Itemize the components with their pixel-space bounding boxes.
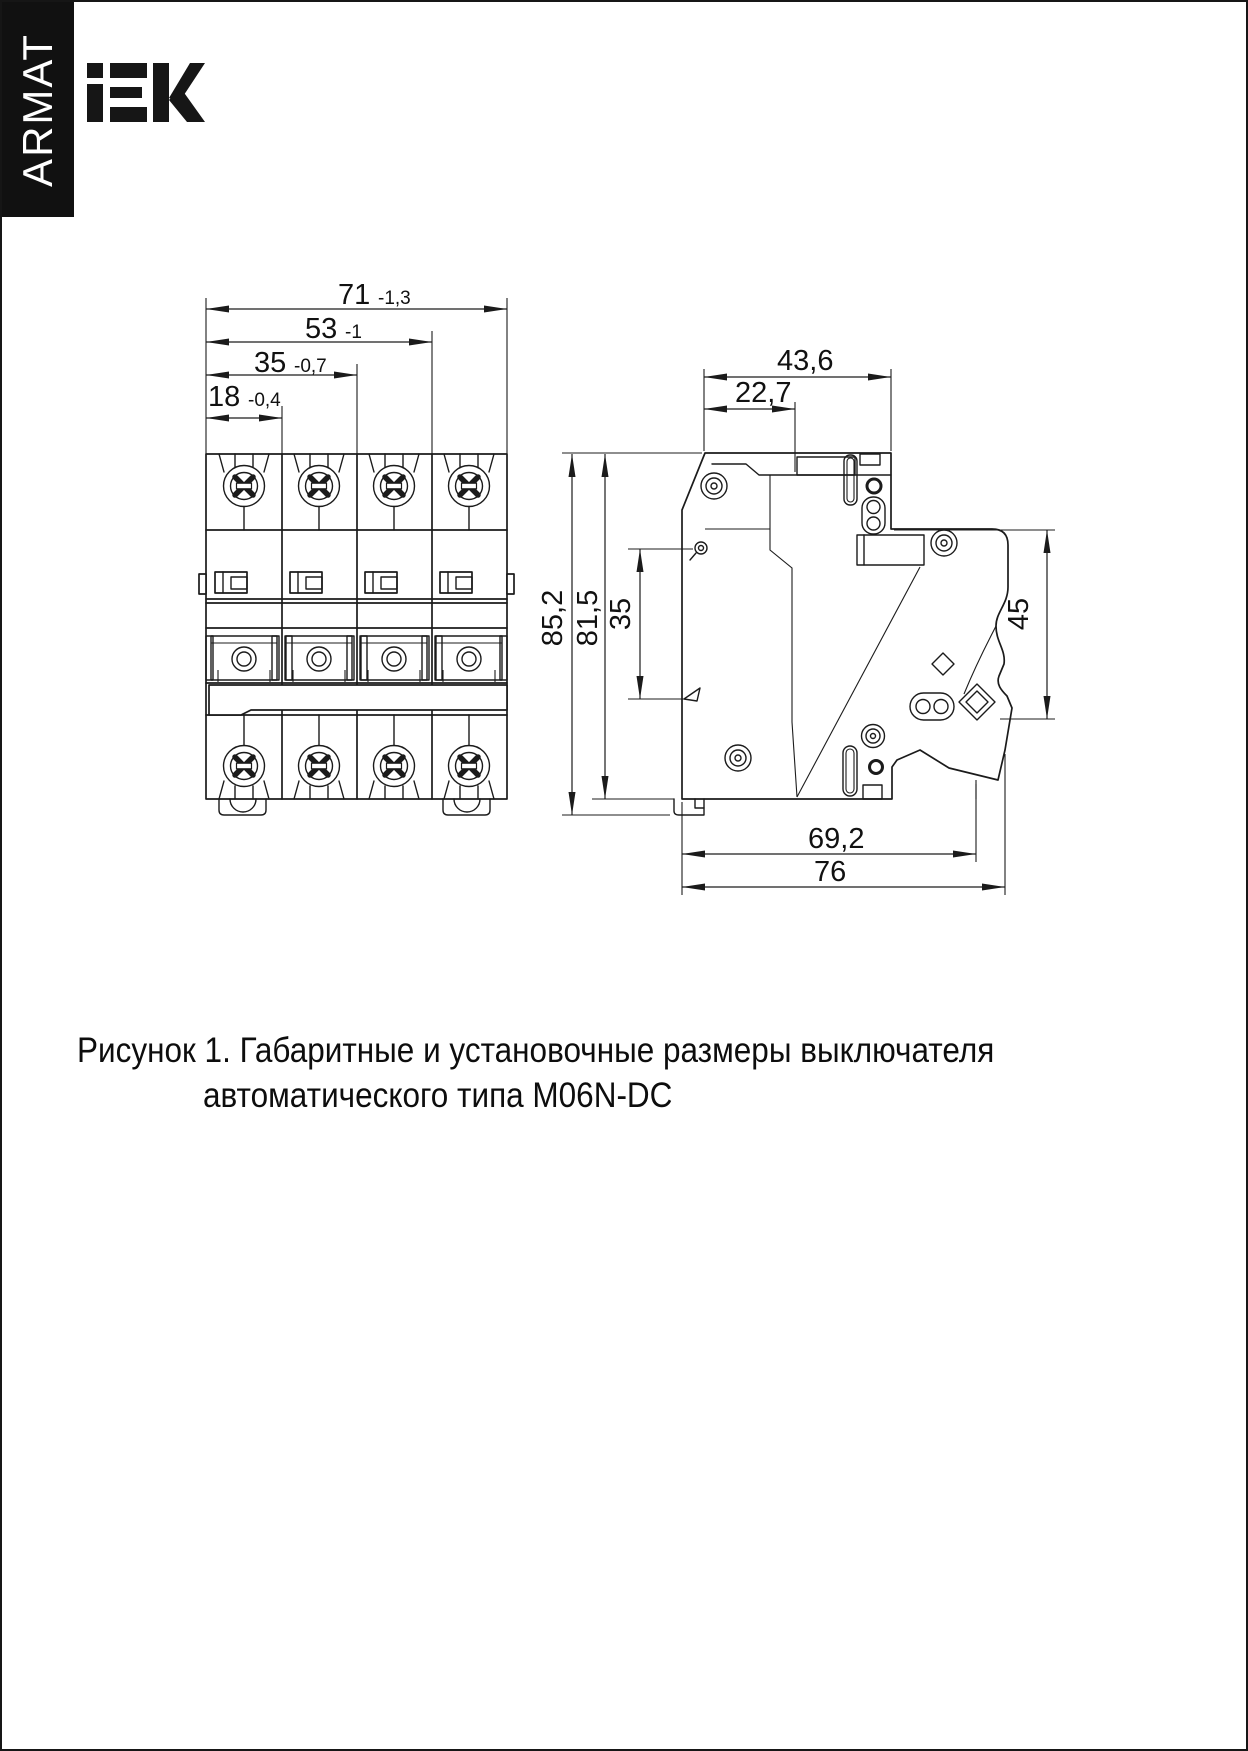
- figure-caption: [77, 1028, 994, 1118]
- armat-banner-label: ARMAT: [14, 32, 61, 187]
- side-view: [674, 453, 1012, 815]
- front-view: [199, 454, 514, 815]
- dim-71-tolerance: -1,3: [378, 288, 411, 309]
- dim-53-tolerance: -1: [345, 322, 362, 343]
- dim-43-6-label: 43,6: [777, 345, 834, 377]
- dim-71-label: 71: [338, 279, 371, 311]
- technical-drawing: [2, 2, 1248, 1751]
- dim-35-tolerance: -0,7: [294, 356, 327, 377]
- dim-85-2-label: 85,2: [537, 589, 569, 647]
- dim-45-label: 45: [1003, 597, 1035, 631]
- dim-18-label: 18: [208, 381, 241, 413]
- figure-caption-line2: автоматического типа M06N-DC: [203, 1076, 673, 1115]
- front-view-dimensions: [206, 279, 507, 454]
- dim-76-label: 76: [814, 856, 847, 888]
- dim-81-5-label: 81,5: [572, 589, 604, 647]
- dim-53-label: 53: [305, 313, 338, 345]
- figure-caption-line1: Рисунок 1. Габаритные и установочные размеры выключателя: [77, 1031, 995, 1070]
- dim-35-label: 35: [254, 347, 287, 379]
- dim-35-rail-label: 35: [605, 597, 637, 631]
- dim-22-7-label: 22,7: [735, 377, 792, 409]
- dim-18-tolerance: -0,4: [248, 390, 281, 411]
- dim-69-2-label: 69,2: [808, 823, 865, 855]
